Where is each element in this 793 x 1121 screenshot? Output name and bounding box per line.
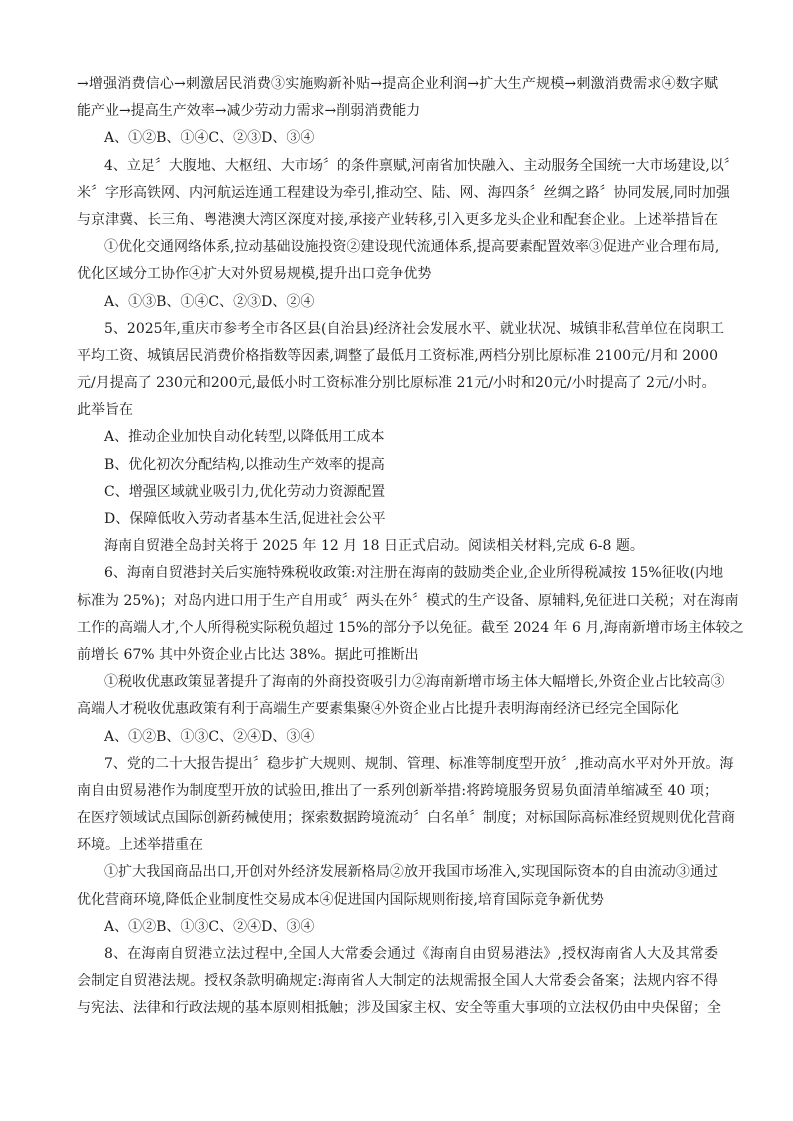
question-5-choice-d: D、保障低收入劳动者基本生活,促进社会公平 [104,511,386,527]
question-6-answer-options: A、①②B、①③C、②④D、③④ [104,728,315,745]
question-8-stem-line: 8、在海南自贸港立法过程中,全国人大常委会通过《海南自由贸易港法》,授权海南省人大及其常委 [104,946,718,962]
question-6-stem-line: 6、海南自贸港封关后实施特殊税收政策:对注册在海南的鼓励类企业,企业所得税减按 15%征收(内地 [104,565,724,582]
question-8-stem-line: 会制定自贸港法规。授权条款明确规定:海南省人大制定的法规需报全国人大常委会备案；法规内容不得 [77,973,718,990]
continued-statement-line: →增强消费信心→刺激居民消费③实施购新补贴→提高企业利润→扩大生产规模→刺激消费需求④数字赋 [77,76,718,92]
question-4-statement-line: 优化区域分工协作④扩大对外贸易规模,提升出口竞争优势 [77,266,432,283]
question-5-choice-a: A、推动企业加快自动化转型,以降低用工成本 [104,429,385,446]
question-7-stem-line: 南自由贸易港作为制度型开放的试验田,推出了一系列创新举措:将跨境服务贸易负面清单缩减至 40 项； [77,782,718,799]
question-8-stem-line: 与宪法、法律和行政法规的基本原则相抵触；涉及国家主权、安全等重大事项的立法权仍由中央保留；全 [77,1000,721,1017]
question-5-choice-c: C、增强区域就业吸引力,优化劳动力资源配置 [104,483,386,500]
continued-statement-line: 能产业→提高生产效率→减少劳动力需求→削弱消费能力 [77,103,421,120]
question-4-statement-line: ①优化交通网络体系,拉动基础设施投资②建设现代流通体系,提高要素配置效率③促进产业合理布局, [104,239,720,256]
question-7-statement-line: 优化营商环境,降低企业制度性交易成本④促进国内国际规则衔接,培育国际竞争新优势 [77,891,604,908]
question-4-stem-line: 米〞字形高铁网、内河航运连通工程建设为牵引,推动空、陆、网、海四条〞丝绸之路〞协同发展,同时加强 [77,184,730,201]
question-5-stem-line: 元/月提高了 230元和200元,最低小时工资标准分别比原标准 21元/小时和20元/小时提高了 2元/小时。 [77,375,716,392]
question-7-stem-line: 7、党的二十大报告提出〞稳步扩大规则、规制、管理、标准等制度型开放〞,推动高水平对外开放。海 [104,755,734,772]
question-7-stem-line: 在医疗领域试点国际创新药械使用；探索数据跨境流动〞白名单〞制度；对标国际高标准经贸规则优化营商 [77,810,735,827]
question-6-statement-line: ①税收优惠政策显著提升了海南的外商投资吸引力②海南新增市场主体大幅增长,外资企业占比较高③ [104,674,725,691]
question-6-statement-line: 高端人才税收优惠政策有利于高端生产要素集聚④外资企业占比提升表明海南经济已经完全国际化 [77,701,679,718]
page-content [77,71,744,1023]
material-intro: 海南自贸港全岛封关将于 2025 年 12 月 18 日正式启动。阅读相关材料,完成 6-8 题。 [104,538,644,555]
question-4-stem-line: 4、立足〞大腹地、大枢纽、大市场〞的条件禀赋,河南省加快融入、主动服务全国统一大市场建设,以〞 [104,157,738,174]
continued-answer-options: A、①②B、①④C、②③D、③④ [104,130,315,147]
question-5-stem-line: 此举旨在 [77,402,133,419]
question-6-stem-line: 前增长 67% 其中外资企业占比达 38%。据此可推断出 [77,646,419,663]
question-5-stem-line: 5、2025年,重庆市参考全市各区县(自治县)经济社会发展水平、就业状况、城镇非私营单位在岗职工 [104,320,724,337]
question-5-choice-b: B、优化初次分配结构,以推动生产效率的提高 [104,456,385,473]
question-7-statement-line: ①扩大我国商品出口,开创对外经济发展新格局②放开我国市场准入,实现国际资本的自由流动③通过 [104,864,718,881]
question-5-stem-line: 平均工资、城镇居民消费价格指数等因素,调整了最低月工资标准,两档分别比原标准 2100元/月和 2000 [77,347,718,364]
question-7-stem-line: 环境。上述举措重在 [77,837,203,854]
question-4-stem-line: 与京津冀、长三角、粤港澳大湾区深度对接,承接产业转移,引入更多龙头企业和配套企业。上述举措旨在 [77,211,718,228]
question-4-answer-options: A、①③B、①④C、②③D、②④ [104,293,315,310]
question-6-stem-line: 工作的高端人才,个人所得税实际税负超过 15%的部分予以免征。截至 2024 年 6 月,海南新增市场主体较之 [77,619,744,636]
question-7-answer-options: A、①②B、①③C、②④D、③④ [104,918,315,935]
question-6-stem-line: 标准为 25%)；对岛内进口用于生产自用或〞两头在外〞模式的生产设备、原辅料,免征进口关税；对在海南 [77,592,739,609]
